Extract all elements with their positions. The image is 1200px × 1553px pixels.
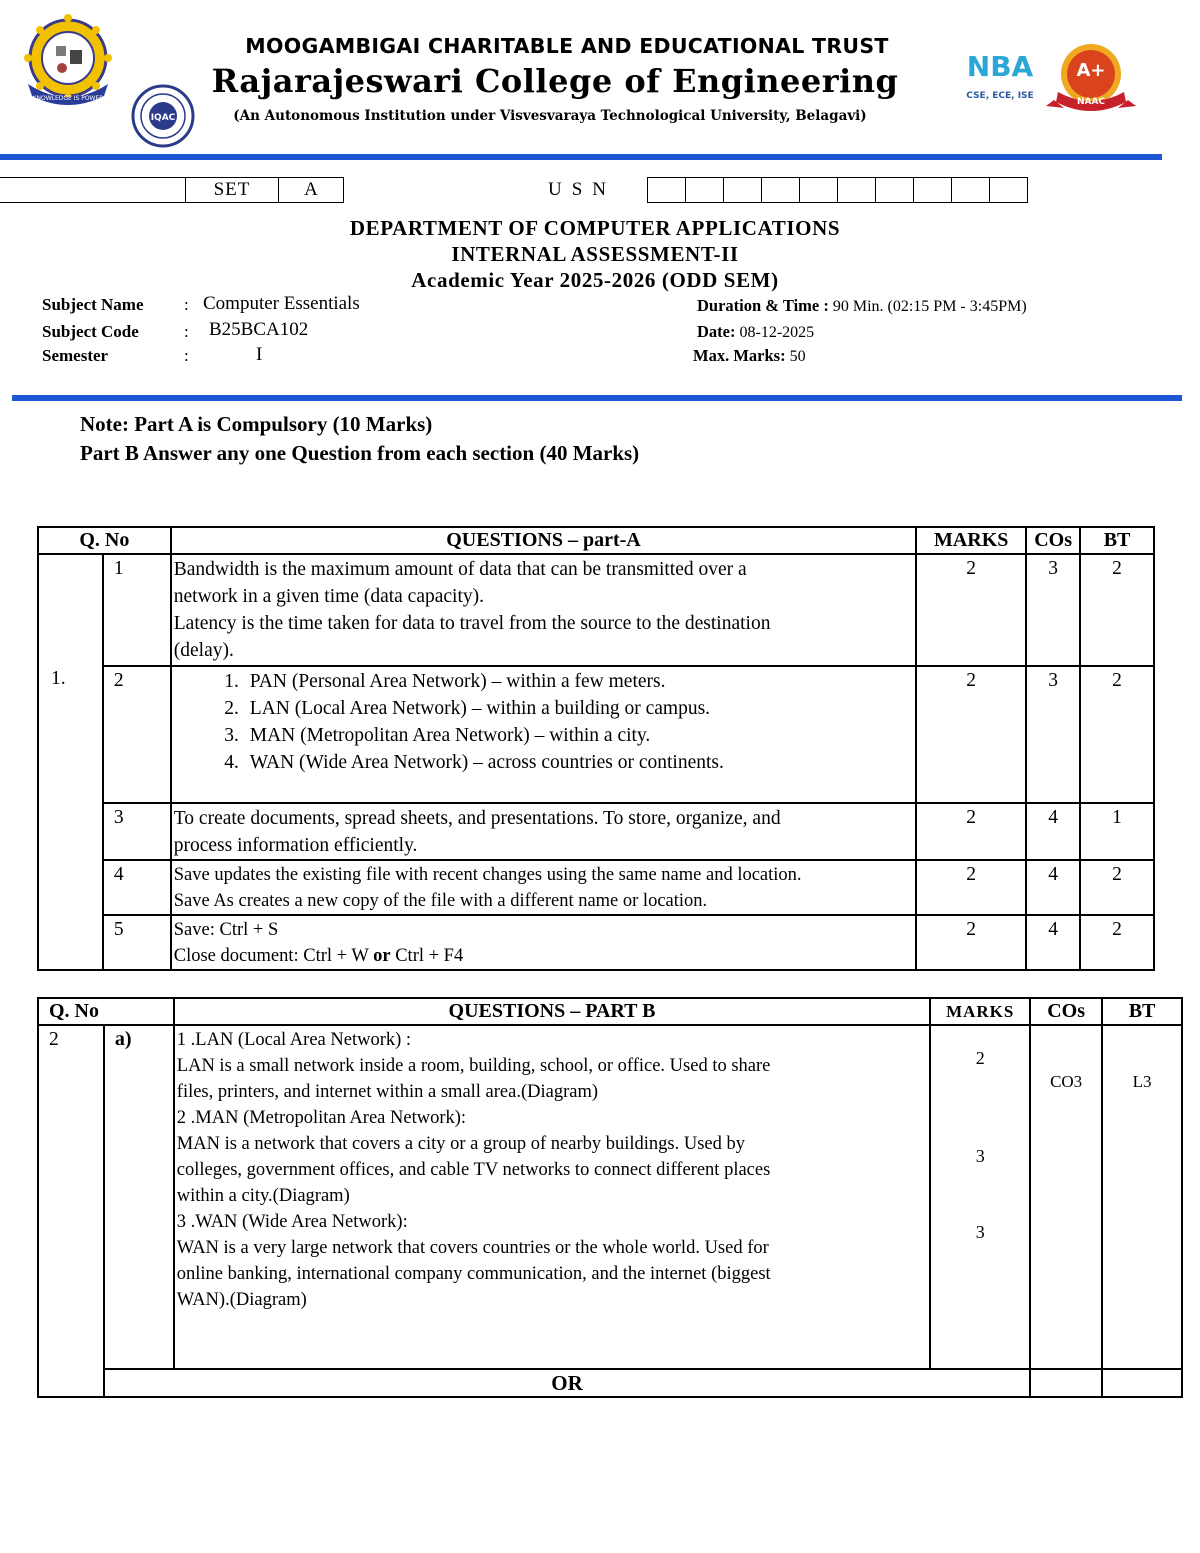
svg-text:NBA: NBA (966, 50, 1034, 83)
marks-value: 2 (916, 860, 1026, 915)
list-item: 2. LAN (Local Area Network) – within a building or campus. (244, 695, 913, 722)
table-row (38, 1025, 1182, 1369)
duration-value: 90 Min. (02:15 PM - 3:45PM) (828, 298, 1027, 315)
meta-divider (12, 395, 1182, 401)
department-block (0, 215, 1190, 293)
set-label: SET (186, 177, 279, 203)
main-question-number-spacer (38, 803, 103, 970)
colon: : (184, 295, 189, 314)
marks-value: 3 (975, 1222, 985, 1242)
date-label: Date: (697, 322, 736, 341)
answer-text: To create documents, spread sheets, and presentations. To store, organize, and process information efficiently. (171, 803, 916, 860)
main-question-number: 2 (38, 1025, 104, 1397)
answer-text: Bandwidth is the maximum amount of data that can be transmitted over a network in a given time (data capacity). Latency is the time taken for data to travel from the source to the destination (delay). (171, 554, 916, 666)
date-value: 08-12-2025 (735, 324, 815, 341)
or-row (38, 1369, 1182, 1397)
semester-value: I (256, 344, 263, 365)
table-row (38, 554, 1154, 666)
usn-box[interactable] (876, 178, 914, 202)
marks-header: MARKS (916, 527, 1026, 554)
set-row (0, 177, 344, 203)
network-types-list (174, 668, 913, 776)
usn-box[interactable] (914, 178, 952, 202)
qno-header: Q. No (38, 527, 171, 554)
usn-boxes (647, 177, 1028, 203)
duration-info (697, 296, 1027, 316)
subject-name-label: Subject Name (42, 295, 144, 314)
cos-value: 4 (1026, 803, 1080, 860)
usn-label: USN (548, 179, 617, 200)
usn-box[interactable] (990, 178, 1027, 202)
bt-value: 2 (1080, 915, 1154, 970)
bt-header: BT (1102, 998, 1182, 1025)
subject-name-value: Computer Essentials (203, 293, 360, 314)
marks-value: 2 (916, 666, 1026, 803)
sub-question-number: 3 (103, 803, 171, 860)
table-row (38, 860, 1154, 915)
list-item: 4. WAN (Wide Area Network) – across countries or continents. (244, 749, 913, 776)
usn-box[interactable] (800, 178, 838, 202)
assessment-name: INTERNAL ASSESSMENT-II (451, 242, 739, 266)
institution-affiliation: (An Autonomous Institution under Visvesvaraya Technological University, Belagavi) (233, 108, 867, 124)
usn-box[interactable] (952, 178, 990, 202)
bt-value: L3 (1132, 1072, 1152, 1091)
duration-label: Duration & Time : (697, 296, 829, 315)
svg-text:A+: A+ (1076, 60, 1106, 81)
svg-text:CSE, ECE, ISE: CSE, ECE, ISE (966, 91, 1034, 101)
usn-box[interactable] (838, 178, 876, 202)
set-blank-box (0, 177, 186, 203)
qno-header: Q. No (38, 998, 174, 1025)
marks-value: 2 (916, 554, 1026, 666)
usn-box[interactable] (686, 178, 724, 202)
header-divider (0, 154, 1162, 160)
list-item: 1. PAN (Personal Area Network) – within a few meters. (244, 668, 913, 695)
department-name: DEPARTMENT OF COMPUTER APPLICATIONS (349, 216, 841, 240)
part-a-table (37, 526, 1155, 971)
svg-text:NAAC: NAAC (1076, 97, 1106, 107)
marks-cell (930, 1025, 1030, 1369)
colon: : (184, 322, 189, 341)
trust-name: MOOGAMBIGAI CHARITABLE AND EDUCATIONAL TRUST (245, 34, 889, 58)
set-value: A (279, 177, 344, 203)
empty-cell (1102, 1369, 1182, 1397)
subject-code-label: Subject Code (42, 322, 139, 341)
answer-text (171, 666, 916, 803)
max-marks-label: Max. Marks: (693, 346, 786, 365)
cos-cell (1030, 1025, 1102, 1369)
academic-year: Academic Year 2025-2026 (ODD SEM) (411, 268, 779, 292)
table-row (38, 666, 1154, 803)
sub-question-number: 1 (103, 554, 171, 666)
cos-value: CO3 (1050, 1072, 1083, 1091)
table-row (38, 803, 1154, 860)
cos-header: COs (1026, 527, 1080, 554)
list-item: 3. MAN (Metropolitan Area Network) – within a city. (244, 722, 913, 749)
answer-text: 1 .LAN (Local Area Network) : LAN is a small network inside a room, building, school, or office. Used to share files, printers, and internet within a small area.(Diagram) 2 .MAN (Metropolitan Area Network): MAN is a network that covers a city or a group of nearby buildings. Used by colleges, government offices, and cable TV networks to connect different places within a city.(Diagram) 3 .WAN (Wide Area Network): WAN is a very large network that covers countries or the whole world. Used for online banking, international company communication, and the internet (biggest WAN).(Diagram) (174, 1025, 930, 1369)
bt-value: 2 (1080, 554, 1154, 666)
svg-text:KNOWLEDGE IS POWER: KNOWLEDGE IS POWER (32, 95, 104, 102)
answer-text: Save updates the existing file with recent changes using the same name and location. Save As creates a new copy of the file with a different name or location. (171, 860, 916, 915)
cos-value: 3 (1026, 666, 1080, 803)
cos-value: 4 (1026, 915, 1080, 970)
note-line-2: Part B Answer any one Question from each section (40 Marks) (80, 441, 640, 465)
bt-value: 2 (1080, 666, 1154, 803)
sub-question-number: 2 (103, 666, 171, 803)
bt-cell (1102, 1025, 1182, 1369)
colon: : (184, 346, 189, 365)
part-b-header-row (38, 998, 1182, 1025)
usn-box[interactable] (762, 178, 800, 202)
answer-text: Save: Ctrl + S Close document: Ctrl + W or Ctrl + F4 (171, 915, 916, 970)
part-b-table (37, 997, 1183, 1398)
sub-question-number: 5 (103, 915, 171, 970)
cos-header: COs (1030, 998, 1102, 1025)
questions-header: QUESTIONS – PART B (174, 998, 930, 1025)
marks-value: 2 (916, 915, 1026, 970)
date-info (697, 322, 814, 342)
marks-value: 2 (916, 803, 1026, 860)
bt-value: 1 (1080, 803, 1154, 860)
subject-code-value: B25BCA102 (209, 319, 309, 340)
max-marks-info (693, 346, 806, 366)
bt-header: BT (1080, 527, 1154, 554)
marks-value: 3 (975, 1146, 985, 1166)
part-a-header-row (38, 527, 1154, 554)
empty-cell (1030, 1369, 1102, 1397)
cos-value: 3 (1026, 554, 1080, 666)
bt-value: 2 (1080, 860, 1154, 915)
college-name: Rajarajeswari College of Engineering (211, 62, 899, 100)
questions-header: QUESTIONS – part-A (171, 527, 916, 554)
marks-header: MARKS (930, 998, 1030, 1025)
or-separator: OR (104, 1369, 1030, 1397)
semester-label: Semester (42, 346, 109, 365)
sub-question-number: 4 (103, 860, 171, 915)
cos-value: 4 (1026, 860, 1080, 915)
svg-text:IQAC: IQAC (150, 113, 176, 123)
table-row (38, 915, 1154, 970)
max-marks-value: 50 (785, 348, 806, 365)
marks-value: 2 (975, 1048, 985, 1068)
note-line-1: Note: Part A is Compulsory (10 Marks) (80, 412, 433, 436)
sub-question-label: a) (104, 1025, 174, 1369)
usn-box[interactable] (724, 178, 762, 202)
main-question-number: 1. (38, 554, 103, 803)
usn-box[interactable] (648, 178, 686, 202)
